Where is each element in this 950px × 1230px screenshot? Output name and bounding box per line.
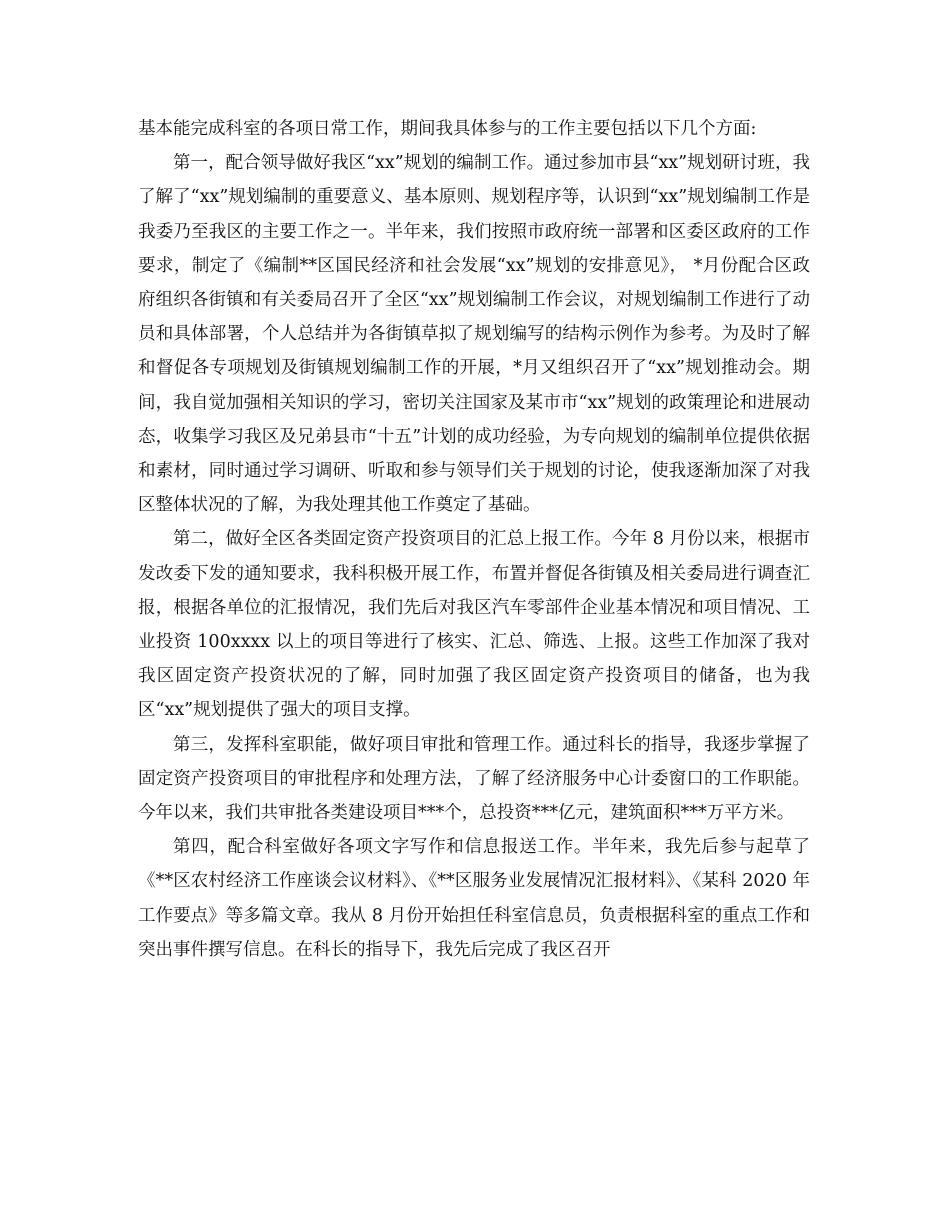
paragraph-third: 第三，发挥科室职能，做好项目审批和管理工作。通过科长的指导，我逐步掌握了固定资产投资项目的审批程序和处理方法，了解了经济服务中心计委窗口的工作职能。今年以来，我们共审批各类建设项目***个，总投资***亿元，建筑面积***万平方米。 <box>138 734 810 824</box>
document-page <box>138 112 810 967</box>
paragraph-fourth: 第四，配合科室做好各项文字写作和信息报送工作。半年来，我先后参与起草了《**区农村经济工作座谈会议材料》、《**区服务业发展情况汇报材料》、《某科 2020 年工作要点》等多篇文章。我从 8 月份开始担任科室信息员，负责根据科室的重点工作和突出事件撰写信息。在科长的指导下，我先后完成了我区召开 <box>138 837 810 960</box>
paragraph-second: 第二，做好全区各类固定资产投资项目的汇总上报工作。今年 8 月份以来，根据市发改委下发的通知要求，我科积极开展工作，布置并督促各街镇及相关委局进行调查汇报，根据各单位的汇报情况，我们先后对我区汽车零部件企业基本情况和项目情况、工业投资 100xxxx 以上的项目等进行了核实、汇总、筛选、上报。这些工作加深了我对我区固定资产投资状况的了解，同时加强了我区固定资产投资项目的储备，也为我区“xx”规划提供了强大的项目支撑。 <box>138 529 810 721</box>
paragraph-first: 第一，配合领导做好我区“xx”规划的编制工作。通过参加市县“xx”规划研讨班，我了解了“xx”规划编制的重要意义、基本原则、规划程序等，认识到“xx”规划编制工作是我委乃至我区的主要工作之一。半年来，我们按照市政府统一部署和区委区政府的工作要求，制定了《编制**区国民经济和社会发展“xx”规划的安排意见》， *月份配合区政府组织各街镇和有关委局召开了全区“xx”规划编制工作会议，对规划编制工作进行了动员和具体部署，个人总结并为各街镇草拟了规划编写的结构示例作为参考。为及时了解和督促各专项规划及街镇规划编制工作的开展，*月又组织召开了“xx”规划推动会。期间，我自觉加强相关知识的学习，密切关注国家及某市市“xx”规划的政策理论和进展动态，收集学习我区及兄弟县市“十五”计划的成功经验，为专向规划的编制单位提供依据和素材，同时通过学习调研、听取和参与领导们关于规划的讨论，使我逐渐加深了对我区整体状况的了解，为我处理其他工作奠定了基础。 <box>138 153 810 516</box>
paragraph-intro: 基本能完成科室的各项日常工作，期间我具体参与的工作主要包括以下几个方面: <box>138 119 757 139</box>
